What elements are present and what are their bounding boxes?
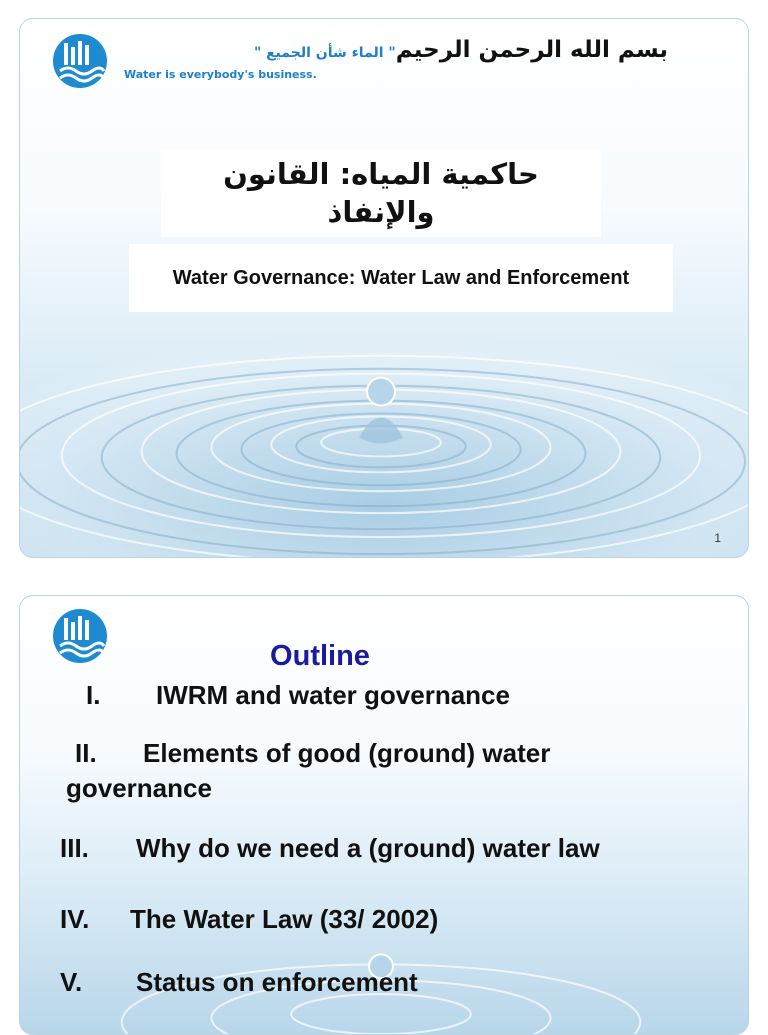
outline-title: Outline [270,640,370,672]
outline-item-number: II. [75,738,97,768]
outline-item-5 [60,967,418,998]
outline-item-number: V. [60,967,83,997]
bismillah-text: بسم الله الرحمن الرحيم [395,37,668,63]
outline-item-number: IV. [60,904,90,934]
outline-item-text: Status on enforcement [136,967,418,997]
outline-item-text: Elements of good (ground) water [143,738,551,768]
outline-item-1 [86,680,510,711]
outline-item-text: The Water Law (33/ 2002) [130,904,439,934]
slide-2 [19,595,749,1035]
arabic-header [120,37,668,63]
outline-item-text: Why do we need a (ground) water law [136,833,600,863]
water-authority-logo-icon [50,31,110,89]
outline-item-4 [60,904,438,935]
slide-1 [19,18,749,558]
arabic-slogan: " الماء شأن الجميع " [253,45,396,61]
english-title: Water Governance: Water Law and Enforcement [129,244,673,312]
page-number: 1 [714,531,721,545]
outline-item-text: IWRM and water governance [156,680,510,710]
outline-item-3 [60,833,600,864]
outline-item-2-continued: governance [66,773,212,803]
english-slogan: Water is everybody's business. [124,68,317,81]
arabic-title: حاكمية المياه: القانون والإنفاذ [161,149,601,237]
outline-item-2 [75,738,550,769]
outline-item-number: I. [86,680,101,710]
outline-item-number: III. [60,833,89,863]
